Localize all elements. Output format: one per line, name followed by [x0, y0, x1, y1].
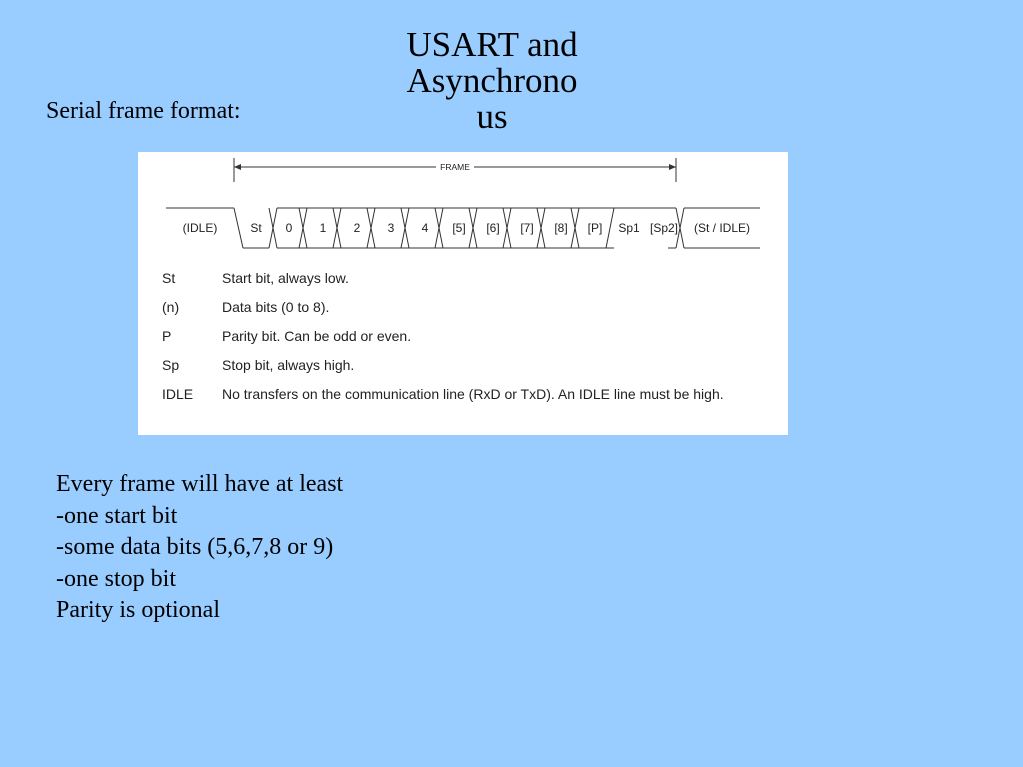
slide-subtitle: Serial frame format: [46, 98, 241, 124]
frame-label: FRAME [440, 162, 470, 172]
title-line-1: USART and [406, 25, 578, 64]
bit-label: (IDLE) [182, 221, 218, 235]
legend-desc: No transfers on the communication line (RxD or TxD). An IDLE line must be high. [222, 386, 724, 402]
body-line: -some data bits (5,6,7,8 or 9) [56, 534, 334, 560]
slide-title [382, 27, 602, 135]
body-line: -one start bit [56, 502, 178, 529]
bit-label: [5] [452, 221, 466, 235]
bit-label: [8] [554, 221, 568, 235]
body-text [56, 469, 343, 627]
legend-term: P [162, 328, 172, 344]
body-line: Parity is optional [56, 597, 220, 623]
legend [162, 270, 782, 415]
stop-rising-edge [606, 208, 614, 248]
bit-label: [7] [520, 221, 534, 235]
legend-row [162, 328, 782, 345]
legend-row [162, 270, 782, 287]
legend-row [162, 357, 782, 374]
bit-label: 0 [285, 221, 293, 235]
bit-label: (St / IDLE) [693, 221, 751, 235]
serial-frame-figure [138, 152, 788, 435]
legend-desc: Stop bit, always high. [222, 357, 355, 373]
bit-crossings [299, 208, 579, 248]
legend-desc: Parity bit. Can be odd or even. [222, 328, 412, 344]
bit-label: St [250, 221, 262, 235]
bit-label: [Sp2] [649, 221, 679, 235]
bit-label: [P] [587, 221, 603, 235]
bit-labels [183, 221, 750, 235]
body-line: Every frame will have at least [56, 471, 344, 497]
bit-label: 2 [353, 221, 361, 235]
legend-desc: Data bits (0 to 8). [222, 299, 330, 315]
frame-arrow-left-head [234, 164, 241, 170]
bit-label: Sp1 [618, 221, 640, 235]
legend-term: (n) [162, 299, 180, 315]
legend-row [162, 386, 782, 403]
bit-label: 1 [319, 221, 327, 235]
legend-term: St [162, 270, 176, 286]
legend-term: IDLE [162, 386, 194, 402]
bit-label: 4 [421, 221, 429, 235]
title-line-2: Asynchrono [406, 61, 578, 100]
start-falling-edge [234, 208, 243, 248]
bit-label: 3 [387, 221, 395, 235]
bit-label: [6] [486, 221, 500, 235]
legend-row [162, 299, 782, 316]
title-line-3: us [476, 97, 508, 136]
legend-term: Sp [162, 357, 180, 373]
legend-desc: Start bit, always low. [222, 270, 349, 286]
frame-arrow-right-head [669, 164, 676, 170]
body-line: -one stop bit [56, 565, 176, 592]
